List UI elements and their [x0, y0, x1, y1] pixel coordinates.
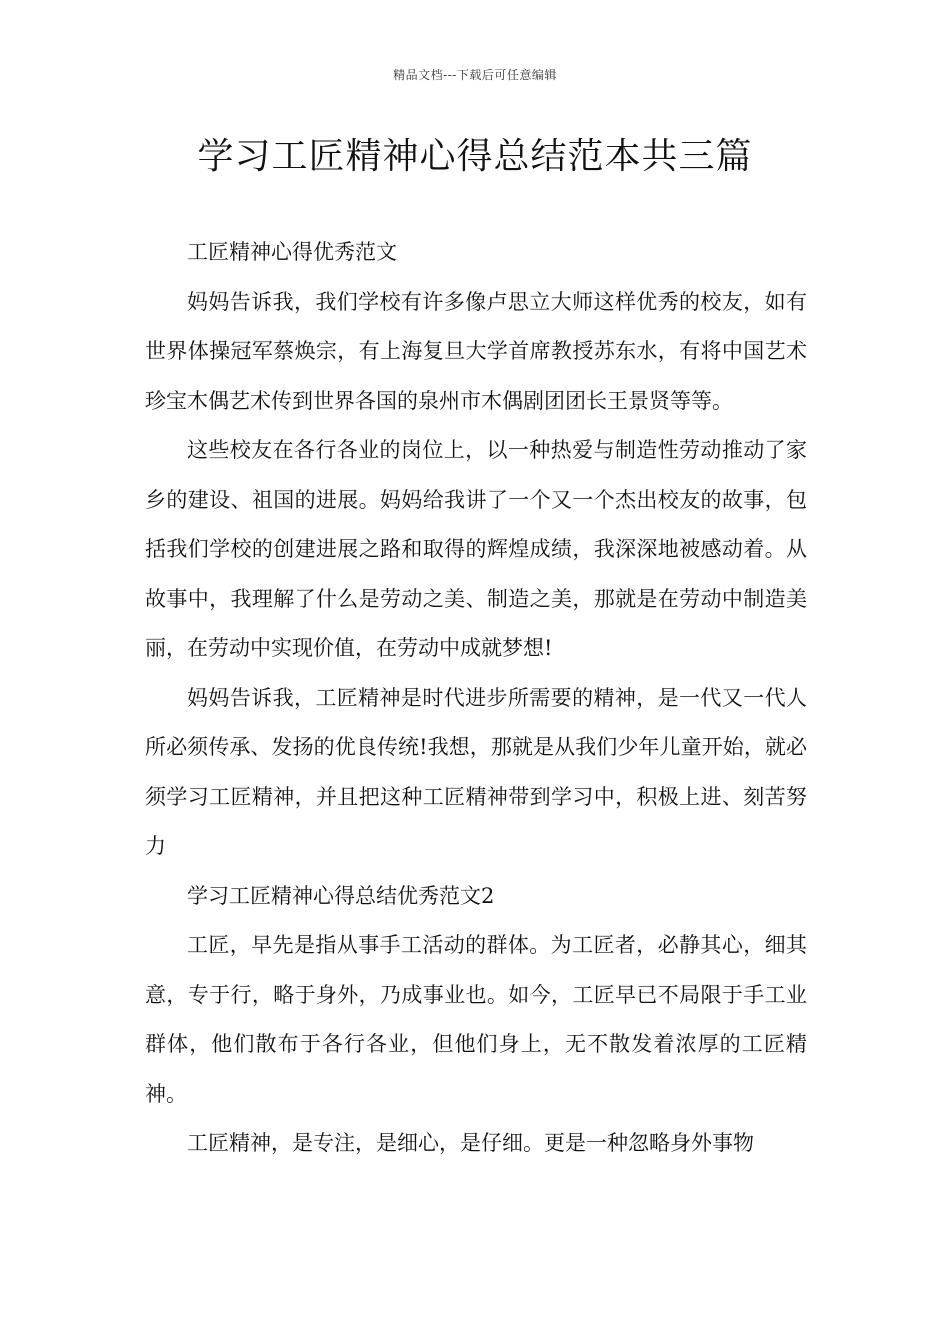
document-body: [145, 228, 807, 1169]
header-note: 精品文档---下载后可任意编辑: [393, 68, 557, 82]
paragraph-3: 妈妈告诉我，工匠精神是时代进步所需要的精神，是一代又一代人所必须传承、发扬的优良传统!我想，那就是从我们少年儿童开始，就必须学习工匠精神，并且把这种工匠精神带到学习中，积极上进、刻苦努力: [145, 685, 807, 858]
paragraph-4: 工匠，早先是指从事手工活动的群体。为工匠者，必静其心，细其意，专于行，略于身外，乃成事业也。如今，工匠早已不局限于手工业群体，他们散布于各行各业，但他们身上，无不散发着浓厚的工匠精神。: [145, 933, 807, 1106]
document-title: 学习工匠精神心得总结范本共三篇: [197, 136, 753, 177]
paragraph-5: 工匠精神，是专注，是细心，是仔细。更是一种忽略身外事物: [187, 1131, 754, 1155]
section-heading-1: 工匠精神心得优秀范文: [187, 240, 397, 264]
paragraph-1: 妈妈告诉我，我们学校有许多像卢思立大师这样优秀的校友，如有世界体操冠军蔡焕宗，有上海复旦大学首席教授苏东水，有将中国艺术珍宝木偶艺术传到世界各国的泉州市木偶剧团团长王景贤等等。: [145, 289, 807, 413]
section-heading-2: 学习工匠精神心得总结优秀范文2: [187, 883, 495, 908]
paragraph-2: 这些校友在各行各业的岗位上，以一种热爱与制造性劳动推动了家乡的建设、祖国的进展。妈妈给我讲了一个又一个杰出校友的故事，包括我们学校的创建进展之路和取得的辉煌成绩，我深深地被感动着。从故事中，我理解了什么是劳动之美、制造之美，那就是在劳动中制造美丽，在劳动中实现价值，在劳动中成就梦想!: [145, 438, 807, 660]
